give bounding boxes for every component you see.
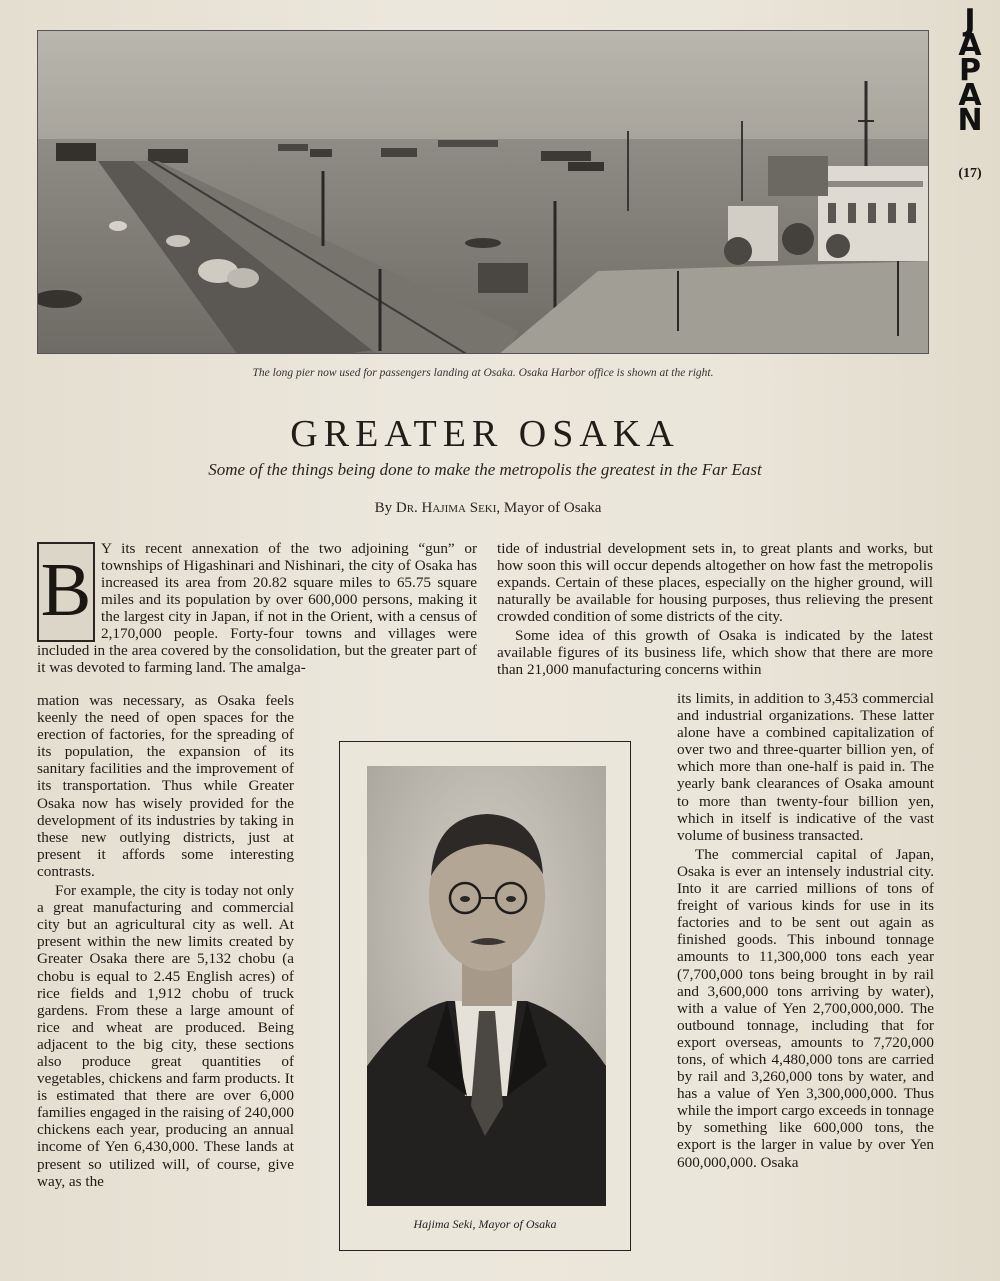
running-head-letter: A <box>958 28 982 63</box>
byline-author: Dr. Hajima Seki <box>395 500 497 516</box>
column-2-top <box>497 540 933 680</box>
byline-suffix: , Mayor of Osaka <box>496 500 602 516</box>
byline <box>0 500 976 517</box>
paragraph: mation was necessary, as Osaka feels keenly the need of open spaces for the erection of factories, for the spreading of its population, the expansion of its sanitary facilities and the improvement of its transportation. Thus while Greater Osaka now has wisely provided for the development of its industries by taking in these new outlying districts, just at present it affords some interesting contrasts. <box>37 692 294 880</box>
running-head-letter: P <box>959 53 981 88</box>
running-head-letter: A <box>958 78 982 113</box>
running-head-letter: J <box>964 3 976 38</box>
portrait-photo <box>367 766 606 1206</box>
column-2-narrow <box>677 690 934 1173</box>
paragraph: Some idea of this growth of Osaka is indicated by the latest available figures of its business life, which show that there are more than 21,000 manufacturing concerns within <box>497 627 933 678</box>
running-head-letter: N <box>957 103 983 138</box>
paragraph: its limits, in addition to 3,453 commercial and industrial organizations. These latter alone have a combined capitalization of over two and three-quarter billion yen, of which more than one-half is paid in. The yearly bank clearances of Osaka amount to more than twenty-four billion yen, which in itself is indicative of the vast volume of business transacted. <box>677 690 934 844</box>
drop-cap <box>37 542 95 642</box>
paragraph: The commercial capital of Japan, Osaka is ever an intensely industrial city. Into it are carried millions of tons of freight of various kinds for use in its factories and to be sent out again as finished goods. This inbound tonnage amounts to 11,300,000 tons each year (7,700,000 tons being brought in by rail and 3,600,000 tons arriving by water), with a value of Yen 2,700,000,000. The outbound tonnage, including that for export overseas, amounts to 7,720,000 tons, of which 4,480,000 tons are carried by rail and 3,260,000 tons by water, and has a value of Yen 3,300,000,000. Thus while the import cargo exceeds in tonnage by something like 600,000 tons, the export is the larger in value by over Yen 600,000,000. Osaka <box>677 845 934 1171</box>
paragraph: Y its recent annexation of the two adjoining “gun” or townships of Higashinari and Nishinari, the city of Osaka has increased its area from 20.82 square miles to 65.75 square miles and its population by over 600,000 persons, making it the largest city in Japan, if not in the Orient, with a census of 2,170,000 people. Forty-four towns and villages were included in the area covered by the consolidation, but the greater part of it was devoted to farming land. The amalga- <box>37 540 477 676</box>
running-head <box>948 3 992 138</box>
page-number: (17) <box>958 166 982 181</box>
drop-cap-letter: B <box>40 548 92 632</box>
harbor-photo <box>37 30 929 354</box>
portrait-caption: Hajima Seki, Mayor of Osaka <box>413 1217 557 1231</box>
column-1-top <box>37 540 477 678</box>
portrait-frame <box>339 741 631 1251</box>
article-subtitle: Some of the things being done to make the metropolis the greatest in the Far East <box>208 460 762 479</box>
article-title: GREATER OSAKA <box>290 413 680 455</box>
paragraph: tide of industrial development sets in, to great plants and works, but how soon this will occur depends altogether on how fast the metropolis expands. Certain of these places, especially on the higher ground, will naturally be available for housing purposes, thus relieving the present crowded condition of some districts of the city. <box>497 540 933 625</box>
column-1-narrow <box>37 692 294 1192</box>
byline-prefix: By <box>374 500 396 516</box>
paragraph: For example, the city is today not only a great manufacturing and commercial city but an agricultural city as well. At present within the new limits created by Greater Osaka there are 5,132 chobu (a chobu is equal to 2.45 English acres) of rice fields and 1,912 chobu of truck gardens. From these a large amount of rice and wheat are produced. Being adjacent to the big city, these sections also produce great quantities of vegetables, chickens and farm products. It is estimated that there are over 6,000 families engaged in the raising of 240,000 chickens each year, producing an annual income of Yen 6,430,000. These lands at present so utilized will, of course, give way, as the <box>37 882 294 1190</box>
photo-caption: The long pier now used for passengers landing at Osaka. Osaka Harbor office is shown at the right. <box>252 367 714 379</box>
